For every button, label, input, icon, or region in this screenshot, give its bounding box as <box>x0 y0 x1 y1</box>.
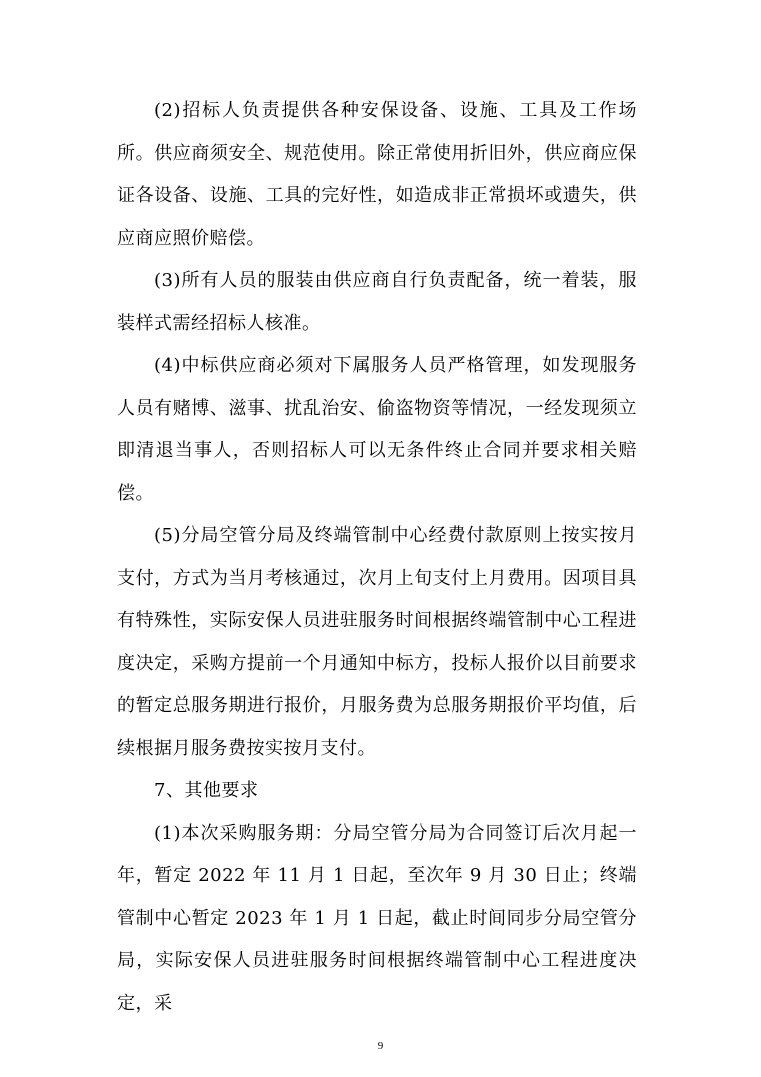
paragraph-uniforms: (3)所有人员的服装由供应商自行负责配备，统一着装，服装样式需经招标人核准。 <box>117 270 637 334</box>
page-number: 9 <box>377 1040 384 1052</box>
paragraph-payment-terms: (5)分局空管分局及终端管制中心经费付款原则上按实按月支付，方式为当月考核通过，次月上旬支付上月费用。因项目具有特殊性，实际安保人员进驻服务时间根据终端管制中心工程进度决定，采购方提前一个月通知中标方，投标人报价以目前要求的暂定总服务期进行报价，月服务费为总服务期报价平均值，后续根据月服务费按实按月支付。 <box>117 525 637 759</box>
paragraph-staff-management: (4)中标供应商必须对下属服务人员严格管理，如发现服务人员有赌博、滋事、扰乱治安、偷盗物资等情况，一经发现须立即清退当事人，否则招标人可以无条件终止合同并要求相关赔偿。 <box>117 355 637 504</box>
paragraph-security-equipment: (2)招标人负责提供各种安保设备、设施、工具及工作场所。供应商须安全、规范使用。除正常使用折旧外，供应商应保证各设备、设施、工具的完好性，如造成非正常损坏或遗失，供应商应照价赔偿。 <box>117 100 637 249</box>
document-body <box>117 90 637 1025</box>
paragraph-service-period: (1)本次采购服务期：分局空管分局为合同签订后次月起一年，暂定 2022 年 11 月 1 日起，至次年 9 月 30 日止；终端管制中心暂定 2023 年 1 月 1 日起，截止时间同步分局空管分局，实际安保人员进驻服务时间根据终端管制中心工程进度决定，采 <box>117 822 637 1014</box>
section-heading-other-requirements: 7、其他要求 <box>154 780 259 801</box>
